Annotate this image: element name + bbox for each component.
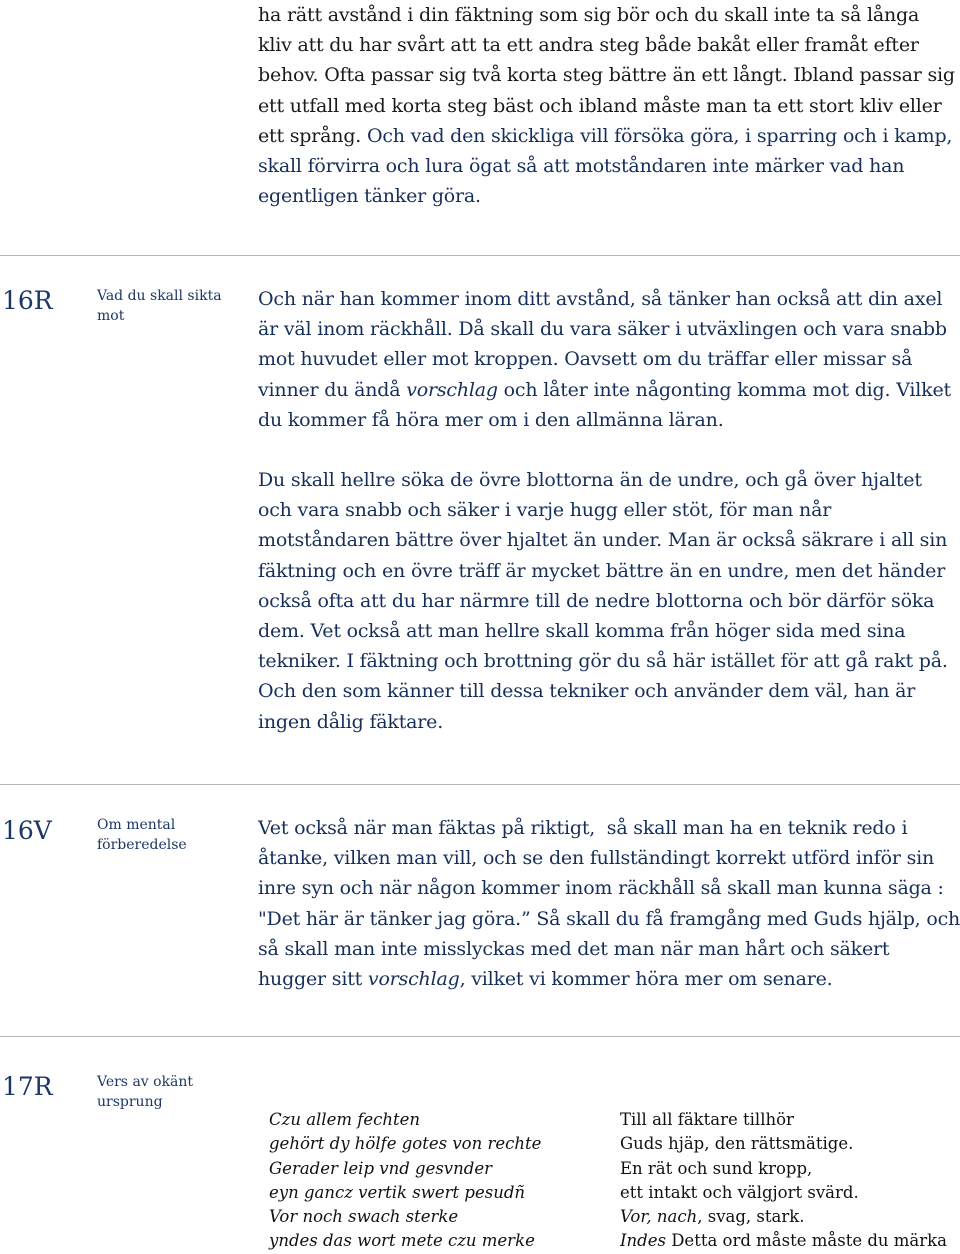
text-line: ingen dålig fäktare.	[258, 710, 444, 733]
section-divider	[0, 784, 960, 785]
verse-line: ett intakt och välgjort svärd.	[620, 1182, 859, 1202]
section-side-label	[97, 1072, 237, 1112]
text-segment: och låter inte någonting komma mot dig. Vilket	[497, 378, 951, 401]
text-line	[258, 964, 960, 994]
text-line: tekniker. I fäktning och brottning gör du så här istället för att gå rakt på.	[258, 650, 948, 673]
section-16r-paragraph-1	[258, 284, 960, 435]
verse-line: Czu allem fechten	[269, 1110, 420, 1129]
text-line: Du skall hellre söka de övre blottorna än de undre, och gå över hjaltet	[258, 469, 922, 491]
text-segment: , svag, stark.	[697, 1207, 805, 1227]
text-line: åtanke, vilken man vill, och se den fullständingt korrekt utförd inför sin	[258, 847, 935, 870]
section-divider	[0, 255, 960, 256]
text-line: dem. Vet också att man hellre skall komma från höger sida med sina	[258, 620, 906, 643]
verse-line: En rät och sund kropp,	[620, 1158, 813, 1178]
section-side-label	[97, 286, 237, 326]
verse-line: yndes das wort mete czu merke	[269, 1231, 535, 1251]
intro-paragraph	[258, 0, 960, 211]
text-line: också ofta att du har närmre till de nedre blottorna och bör därför söka	[258, 589, 935, 612]
text-segment: ett språng.	[258, 124, 362, 147]
side-label-line: Vers av okänt	[97, 1074, 194, 1090]
text-line: är väl inom räckhåll. Då skall du vara säker i utväxlingen och vara snabb	[258, 318, 947, 341]
text-segment: , vilket vi kommer höra mer om senare.	[459, 968, 833, 991]
verse-original	[269, 1108, 541, 1254]
text-segment: Och vad den skickliga vill försöka göra, i sparring och i kamp,	[361, 124, 953, 147]
text-line	[258, 121, 960, 151]
verse-line	[620, 1205, 947, 1229]
side-label-line: förberedelse	[97, 837, 187, 853]
text-line: så skall man inte misslyckas med det man när man hårt och säkert	[258, 937, 890, 960]
text-line: Och den som känner till dessa tekniker och använder dem väl, han är	[258, 680, 916, 703]
text-line: fäktning och en övre träff är mycket bättre än en undre, men det händer	[258, 559, 946, 582]
verse-translation	[620, 1108, 947, 1254]
text-line: inre syn och när någon kommer inom räckhåll så skall man kunna säga :	[258, 877, 944, 900]
verse-line: gehört dy hölfe gotes von rechte	[269, 1134, 542, 1154]
text-line: och vara snabb och säker i varje hugg eller stöt, för man når	[258, 499, 832, 522]
text-segment: hugger sitt	[258, 968, 368, 991]
text-segment: vinner du ändå	[258, 378, 407, 401]
section-16v-paragraph	[258, 813, 960, 994]
verse-line: Guds hjäp, den rättsmätige.	[620, 1134, 854, 1154]
text-line: ha rätt avstånd i din fäktning som sig bör och du skall inte ta så långa	[258, 4, 920, 26]
side-label-line: ursprung	[97, 1094, 163, 1110]
text-line: ett utfall med korta steg bäst och ibland måste man ta ett stort kliv eller	[258, 94, 942, 117]
italic-term: Vor, nach	[620, 1207, 698, 1227]
verse-line	[620, 1229, 947, 1253]
text-line	[258, 375, 960, 405]
section-number: 16V	[2, 816, 52, 845]
text-line: mot huvudet eller mot kroppen. Oavsett om du träffar eller missar så	[258, 348, 913, 371]
text-segment: Detta ord måste måste du märka	[665, 1231, 947, 1251]
verse-line: Till all fäktare tillhör	[620, 1110, 794, 1129]
text-line: Vet också när man fäktas på riktigt, så skall man ha en teknik redo i	[258, 817, 908, 839]
verse-line: Vor noch swach sterke	[269, 1207, 459, 1227]
text-line: kliv att du har svårt att ta ett andra steg både bakåt eller framåt efter	[258, 34, 919, 57]
section-16r-paragraph-2	[258, 465, 960, 737]
text-line: "Det här är tänker jag göra.” Så skall du få framgång med Guds hjälp, och	[258, 907, 960, 930]
text-line: Och när han kommer inom ditt avstånd, så tänker han också att din axel	[258, 288, 943, 310]
verse-line: eyn gancz vertik swert pesudñ	[269, 1182, 526, 1202]
text-line: egentligen tänker göra.	[258, 185, 481, 208]
italic-term: vorschlag	[406, 378, 498, 401]
italic-term: Indes	[620, 1231, 666, 1251]
section-number: 16R	[2, 286, 53, 315]
side-label-line: Vad du skall sikta	[97, 288, 222, 304]
section-divider	[0, 1036, 960, 1037]
text-line: motståndaren bättre över hjaltet än under. Man är också säkrare i all sin	[258, 529, 948, 552]
italic-term: vorschlag	[367, 968, 460, 991]
section-number: 17R	[2, 1072, 53, 1101]
text-line: skall förvirra och lura ögat så att motståndaren inte märker vad han	[258, 155, 905, 178]
side-label-line: mot	[97, 308, 125, 324]
text-line: du kommer få höra mer om i den allmänna läran.	[258, 408, 724, 431]
side-label-line: Om mental	[97, 817, 176, 833]
text-line: behov. Ofta passar sig två korta steg bättre än ett långt. Ibland passar sig	[258, 64, 955, 87]
verse-line: Gerader leip vnd gesvnder	[269, 1158, 492, 1178]
section-side-label	[97, 815, 237, 855]
